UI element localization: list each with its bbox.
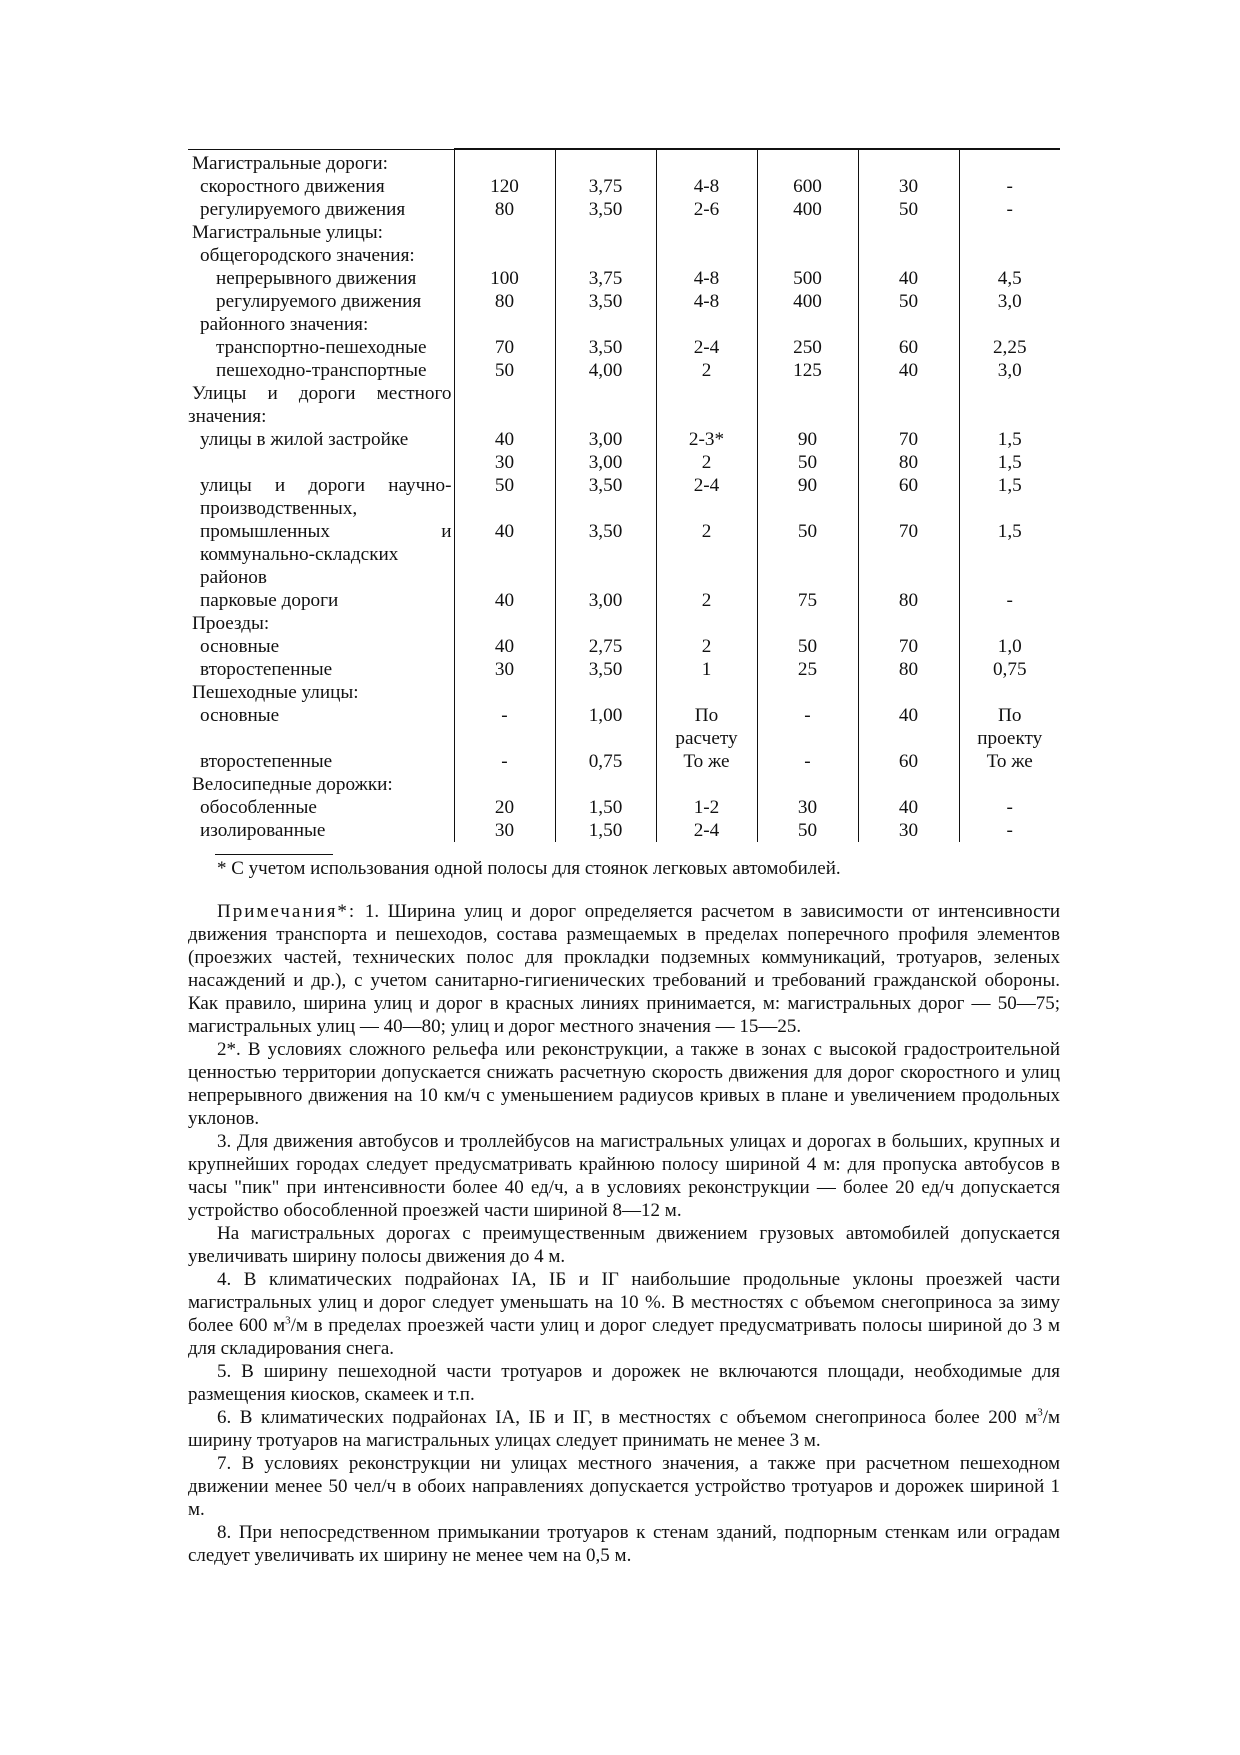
row-label: производственных, [200,497,358,519]
table-cell: 50 [454,359,555,382]
table-cell: 3,50 [555,336,656,359]
table-cell [454,497,555,520]
table-row [188,497,1060,520]
table-cell: 2-4 [656,819,757,842]
table-row [188,244,1060,267]
table-cell: По [959,704,1060,727]
table-cell: - [959,175,1060,198]
table-cell: 20 [454,796,555,819]
table-cell [656,566,757,589]
table-cell: 1,5 [959,474,1060,497]
table-cell [858,382,959,405]
table-cell: 30 [757,796,858,819]
row-label: Пешеходные улицы: [192,681,359,703]
row-label: общегородского значения: [200,244,415,266]
table-row [188,773,1060,796]
table-row [188,520,1060,543]
footnote: * С учетом использования одной полосы для стоянок легковых автомобилей. [217,857,841,879]
table-cell: 2 [656,589,757,612]
table-cell: 0,75 [555,750,656,773]
table-row [188,175,1060,198]
table-cell: - [757,750,858,773]
table-cell [656,244,757,267]
table-cell: 90 [757,474,858,497]
table-cell [454,221,555,244]
table-cell: 1,5 [959,520,1060,543]
table-row [188,290,1060,313]
table-cell [454,543,555,566]
table-cell [959,681,1060,704]
table-cell [555,221,656,244]
table-cell [858,727,959,750]
table-row [188,474,1060,497]
table-cell: 4,00 [555,359,656,382]
table-cell [555,313,656,336]
table-cell: 1,0 [959,635,1060,658]
table-cell: 75 [757,589,858,612]
table-cell [959,244,1060,267]
table-cell [757,543,858,566]
note-3-addendum: На магистральных дорогах с преимущественным движением грузовых автомобилей допускается увеличивать ширину полосы движения до 4 м. [188,1222,1060,1267]
table-row [188,589,1060,612]
note-8: 8. При непосредственном примыкании тротуаров к стенам зданий, подпорным стенкам или оградам следует увеличивать их ширину не менее чем на 0,5 м. [188,1521,1060,1566]
table-row [188,727,1060,750]
table-cell: 2,75 [555,635,656,658]
note-6: 6. В климатических подрайонах IА, IБ и IГ, в местностях с объемом снегоприноса более 200 $м^3/м$ ширину тротуаров на магистральных улицах следует принимать не менее 3 м. [188,1406,1060,1451]
table-cell: 80 [454,290,555,313]
table-cell: 70 [858,635,959,658]
table-cell: 40 [454,635,555,658]
table-row [188,796,1060,819]
note-5: 5. В ширину пешеходной части тротуаров и дорожек не включаются площади, необходимые для размещения киосков, скамеек и т.п. [188,1360,1060,1405]
table-cell: - [959,819,1060,842]
table-cell: 2,25 [959,336,1060,359]
table-cell [959,382,1060,405]
row-label [188,727,454,750]
note-7: 7. В условиях реконструкции ни улицах местного значения, а также при расчетном пешеходном движении менее 50 чел/ч в обоих направлениях допускается устройство тротуаров и дорожек шириной 1 м. [188,1452,1060,1520]
row-label: непрерывного движения [216,267,417,289]
table-cell: 80 [858,658,959,681]
table-cell: 120 [454,175,555,198]
table-row [188,451,1060,474]
table-cell: 3,50 [555,198,656,221]
table-cell [959,405,1060,428]
table-cell [454,405,555,428]
table-cell: - [959,198,1060,221]
table-cell [959,566,1060,589]
table-cell [555,543,656,566]
table-row [188,612,1060,635]
table-cell [454,313,555,336]
row-label: изолированные [200,819,326,841]
row-label: основные [200,704,280,726]
table-cell [959,149,1060,175]
table-cell: - [454,750,555,773]
table-cell: 70 [454,336,555,359]
table-cell: проекту [959,727,1060,750]
table-cell: расчету [656,727,757,750]
table-cell [858,566,959,589]
table-cell: - [959,589,1060,612]
row-label: основные [200,635,280,657]
table-row [188,221,1060,244]
table-row [188,635,1060,658]
table-row [188,704,1060,727]
table-cell [555,497,656,520]
table-cell: 3,75 [555,175,656,198]
table-cell [454,149,555,175]
table-cell: 50 [757,451,858,474]
table-row [188,313,1060,336]
table-cell [858,681,959,704]
table-cell [757,221,858,244]
row-label: улицы в жилой застройке [200,428,409,450]
table-row [188,681,1060,704]
table-cell: 2-3* [656,428,757,451]
table-row [188,336,1060,359]
table-cell: 50 [757,635,858,658]
table-cell [656,612,757,635]
table-cell: 3,50 [555,520,656,543]
table-cell: 100 [454,267,555,290]
table-cell: 2-4 [656,336,757,359]
row-label [188,451,454,474]
table-cell [454,681,555,704]
table-cell [858,405,959,428]
table-cell [959,313,1060,336]
row-label: транспортно-пешеходные [216,336,427,358]
table-cell: 30 [454,451,555,474]
table-cell: 50 [858,198,959,221]
table-cell [555,566,656,589]
table-cell: 40 [454,428,555,451]
table-cell [757,149,858,175]
table-cell [454,244,555,267]
table-cell: 40 [858,359,959,382]
table-cell: 2 [656,635,757,658]
table-cell [555,149,656,175]
table-cell [757,382,858,405]
table-cell: 40 [858,796,959,819]
table-cell [454,727,555,750]
table-cell: 60 [858,474,959,497]
table-row [188,819,1060,842]
table-cell: 80 [858,589,959,612]
table-row [188,405,1060,428]
table-cell: 40 [454,520,555,543]
table-cell [959,612,1060,635]
table-cell: 400 [757,290,858,313]
table-cell: По [656,704,757,727]
table-cell: 40 [858,704,959,727]
table-cell: 50 [757,819,858,842]
table-cell: 30 [858,819,959,842]
table-cell: 1-2 [656,796,757,819]
table-row [188,566,1060,589]
table-cell [757,566,858,589]
table-cell [454,382,555,405]
table-cell: 500 [757,267,858,290]
table-cell: 4-8 [656,290,757,313]
row-label: коммунально-складских [200,543,399,565]
note-4: 4. В климатических подрайонах IА, IБ и IГ наибольшие продольные уклоны проезжей части магистральных улиц и дорог следует уменьшать на 10 %. В местностях с объемом снегоприноса за зиму более 600 $м^3/м$ в пределах проезжей части улиц и дорог следует предусматривать полосы шириной до 3 м для складирования снега. [188,1268,1060,1359]
table-cell: 2 [656,359,757,382]
table-cell: 2 [656,520,757,543]
table-body [188,149,1060,842]
table-cell [656,221,757,244]
table-cell [858,612,959,635]
table-cell [555,773,656,796]
table-cell: 250 [757,336,858,359]
table-cell: 50 [858,290,959,313]
table-cell [656,405,757,428]
table-cell [656,681,757,704]
row-label: обособленные [200,796,317,818]
row-label: районного значения: [200,313,369,335]
table-cell [858,244,959,267]
table-cell [656,382,757,405]
row-label: Проезды: [192,612,270,634]
table-cell: 50 [757,520,858,543]
table-cell: 2-6 [656,198,757,221]
table-cell [555,612,656,635]
table-cell: 50 [454,474,555,497]
table-cell: 1,5 [959,451,1060,474]
table-cell [454,612,555,635]
table-cell: 3,75 [555,267,656,290]
table-cell [757,773,858,796]
row-label: регулируемого движения [216,290,422,312]
table-cell [959,543,1060,566]
note-3: 3. Для движения автобусов и троллейбусов на магистральных улицах и дорогах в больших, крупных и крупнейших городах следует предусматривать крайнюю полосу шириной 4 м: для пропуска автобусов в часы "пик" при интенсивности более 40 ед/ч, а в условиях реконструкции — более 20 ед/ч допускается устройство обособленной проезжей части шириной 8—12 м. [188,1130,1060,1221]
table-row [188,198,1060,221]
table-cell [858,313,959,336]
table-cell: 4-8 [656,267,757,290]
row-label: районов [200,566,267,588]
table-cell [959,773,1060,796]
table-cell [656,543,757,566]
notes-heading: Примечания*: [217,900,357,922]
table-row [188,658,1060,681]
table-cell: 60 [858,750,959,773]
table-cell: То же [959,750,1060,773]
table-cell [858,773,959,796]
table-cell: 3,50 [555,290,656,313]
table-cell [858,149,959,175]
table-cell [757,405,858,428]
row-label: скоростного движения [200,175,385,197]
table-cell: 3,0 [959,359,1060,382]
row-label: второстепенные [200,658,333,680]
row-label: значения: [188,405,267,427]
table-cell: 90 [757,428,858,451]
row-label: Магистральные улицы: [192,221,384,243]
row-label: Велосипедные дорожки: [192,773,393,795]
table-cell: 1,5 [959,428,1060,451]
table-cell: 3,50 [555,474,656,497]
table-cell: 125 [757,359,858,382]
table-cell: 1,50 [555,796,656,819]
table-row [188,382,1060,405]
table-cell: - [959,796,1060,819]
table-cell: 40 [454,589,555,612]
row-label: промышленных и [200,520,452,542]
table-cell: То же [656,750,757,773]
table-cell [555,727,656,750]
table-cell: 0,75 [959,658,1060,681]
table-cell [656,497,757,520]
footnote-rule [215,854,333,855]
table-cell [656,313,757,336]
table-cell: 70 [858,520,959,543]
document-page [188,148,1060,1567]
row-label: улицы и дороги научно- [200,474,452,496]
table-cell: - [757,704,858,727]
table-row [188,428,1060,451]
table-cell [757,612,858,635]
table-cell: 1 [656,658,757,681]
table-cell: - [454,704,555,727]
row-label: второстепенные [200,750,333,772]
table-cell: 3,50 [555,658,656,681]
table-cell: 70 [858,428,959,451]
table-cell [757,244,858,267]
table-cell [555,681,656,704]
table-cell [656,773,757,796]
table-cell: 1,00 [555,704,656,727]
table-cell [757,313,858,336]
table-cell: 30 [858,175,959,198]
table-row [188,149,1060,175]
table-row [188,267,1060,290]
table-cell [757,681,858,704]
table-cell [858,543,959,566]
table-cell [959,497,1060,520]
table-cell: 1,50 [555,819,656,842]
road-parameters-table [188,148,1060,842]
table-cell [454,773,555,796]
row-label: Улицы и дороги местного [192,382,452,404]
table-cell: 3,00 [555,451,656,474]
table-cell: 3,00 [555,589,656,612]
note-2: 2*. В условиях сложного рельефа или реконструкции, а также в зонах с высокой градостроительной ценностью территории допускается снижать расчетную скорость движения для дорог скоростного и улиц непрерывного движения на 10 км/ч с уменьшением радиусов кривых в плане и увеличением продольных уклонов. [188,1038,1060,1129]
table-cell: 80 [454,198,555,221]
table-cell: 600 [757,175,858,198]
table-cell [555,382,656,405]
table-cell [858,497,959,520]
table-cell: 4,5 [959,267,1060,290]
table-cell [454,566,555,589]
table-cell: 2-4 [656,474,757,497]
table-cell [555,244,656,267]
table-row [188,750,1060,773]
table-cell: 3,0 [959,290,1060,313]
table-row [188,359,1060,382]
table-row [188,543,1060,566]
row-label: Магистральные дороги: [188,149,454,175]
table-cell: 400 [757,198,858,221]
table-cell: 40 [858,267,959,290]
table-cell: 3,00 [555,428,656,451]
table-cell [858,221,959,244]
table-cell: 25 [757,658,858,681]
note-1: Примечания*: 1. Ширина улиц и дорог определяется расчетом в зависимости от интенсивности движения транспорта и пешеходов, состава размещаемых в пределах поперечного профиля элементов (проезжих частей, технических полос для прокладки подземных коммуникаций, тротуаров, зеленых насаждений и др.), с учетом санитарно-гигиенических требований и требований гражданской обороны. Как правило, ширина улиц и дорог в красных линиях принимается, м: магистральных дорог — 50—75; магистральных улиц — 40—80; улиц и дорог местного значения — 15—25. [188,900,1060,1037]
notes-section [188,900,1060,1567]
row-label: парковые дороги [200,589,339,611]
table-cell [656,149,757,175]
row-label: пешеходно-транспортные [216,359,427,381]
table-cell [555,405,656,428]
table-cell: 30 [454,819,555,842]
table-cell: 80 [858,451,959,474]
table-cell: 60 [858,336,959,359]
row-label: регулируемого движения [200,198,406,220]
table-cell [757,727,858,750]
table-cell: 30 [454,658,555,681]
table-cell: 4-8 [656,175,757,198]
table-cell [959,221,1060,244]
table-cell: 2 [656,451,757,474]
table-cell [757,497,858,520]
